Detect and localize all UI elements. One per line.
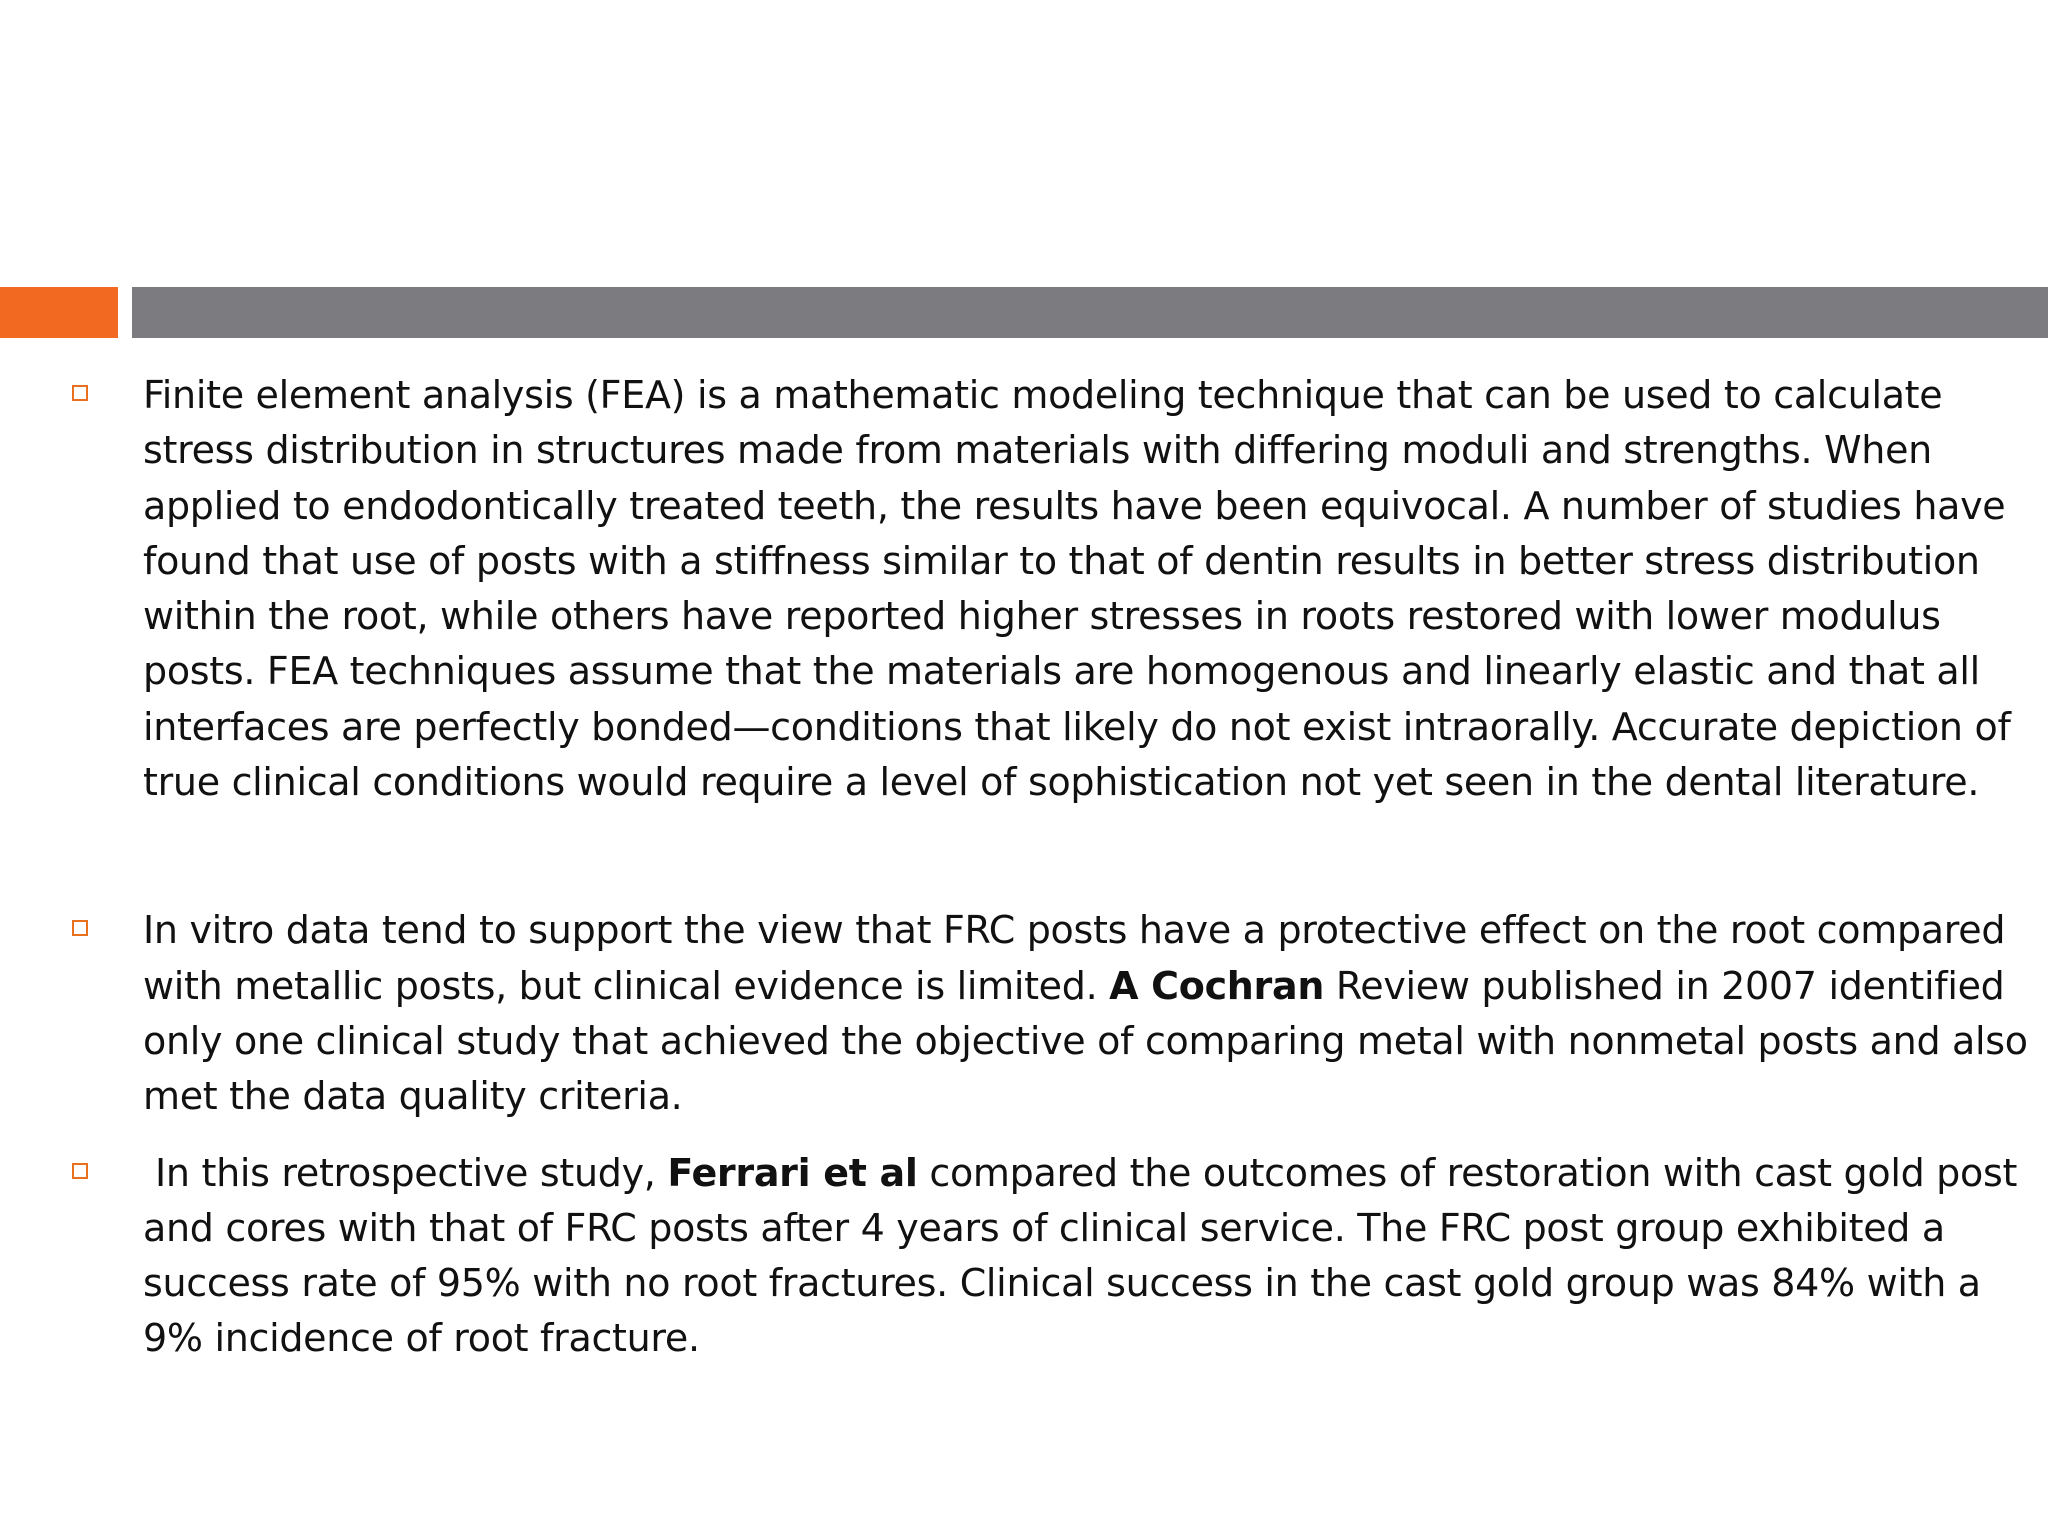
hollow-square-icon bbox=[72, 920, 88, 936]
bullet-text-after: compared the outcomes of restoration with cast gold post and cores with that of FRC posts after 4 years of clinical service. The FRC post group exhibited a success rate of 95% with no root fractures. Clinical success in the cast gold group was 84% with a 9% incidence of root fracture. bbox=[143, 1150, 2018, 1361]
bullet-text-before: In vitro data tend to support the view that FRC posts have a protective effect on the root compared with metallic posts, but clinical evidence is limited. bbox=[143, 908, 2006, 1008]
accent-bar bbox=[0, 287, 118, 338]
title-bar bbox=[132, 287, 2048, 338]
bullet-bold-text: A Cochran bbox=[1109, 963, 1325, 1008]
bullet-text-before: In this retrospective study, bbox=[155, 1150, 668, 1195]
bullet-bold-text: Ferrari et al bbox=[667, 1150, 918, 1195]
bullet-item-in-vitro bbox=[0, 903, 2048, 1124]
slide-body bbox=[0, 368, 2048, 1367]
bullet-text: Finite element analysis (FEA) is a mathematic modeling technique that can be used to calculate stress distribution in structures made from materials with differing moduli and strengths. When applied to endodontically treated teeth, the results have been equivocal. A number of studies have found that use of posts with a stiffness similar to that of dentin results in better stress distribution within the root, while others have reported higher stresses in roots restored with lower modulus posts. FEA techniques assume that the materials are homogenous and linearly elastic and that all interfaces are perfectly bonded—conditions that likely do not exist intraorally. Accurate depiction of true clinical conditions would require a level of sophistication not yet seen in the dental literature. bbox=[143, 373, 2011, 805]
bullet-item-fea bbox=[0, 368, 2048, 810]
hollow-square-icon bbox=[72, 1163, 88, 1179]
hollow-square-icon bbox=[72, 385, 88, 401]
bullet-text-after: Review published in 2007 identified only one clinical study that achieved the objective of comparing metal with nonmetal posts and also met the data quality criteria. bbox=[143, 963, 2028, 1119]
bullet-item-retrospective bbox=[0, 1146, 2048, 1367]
